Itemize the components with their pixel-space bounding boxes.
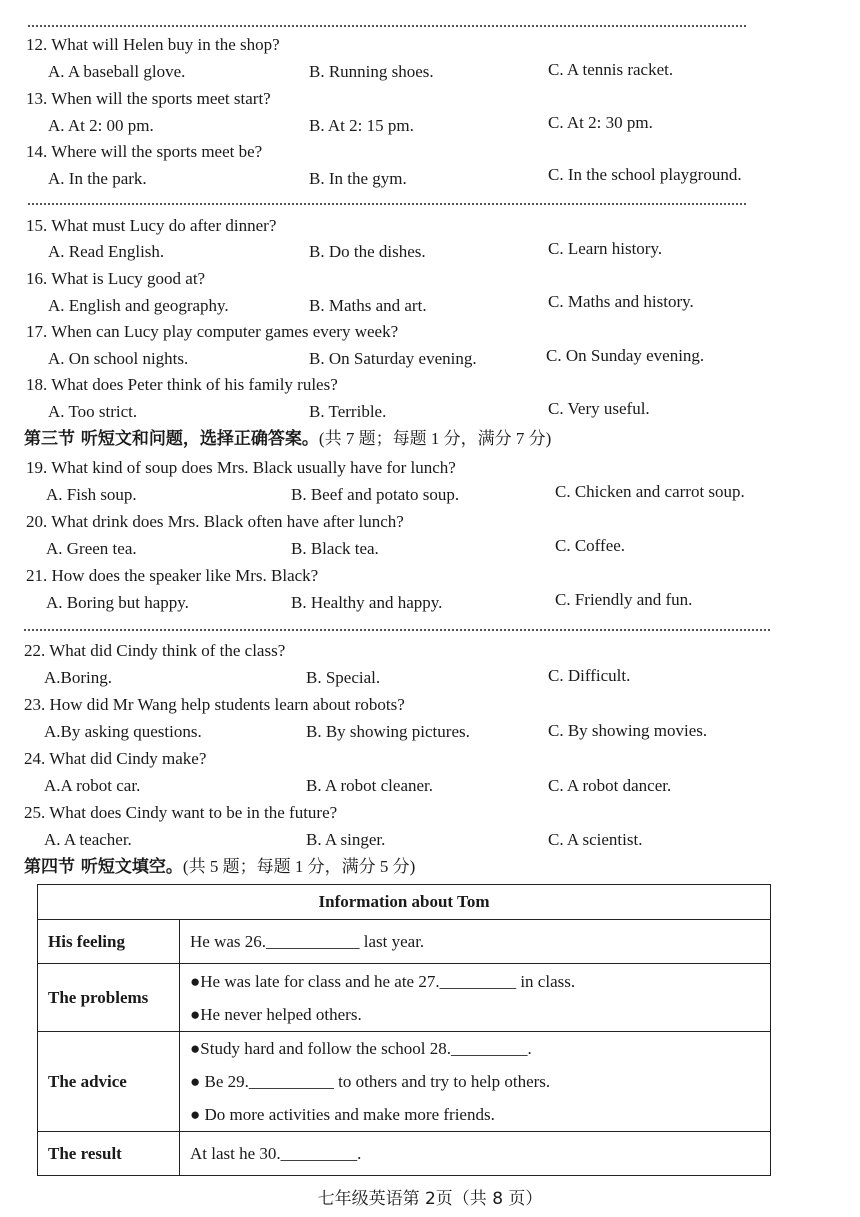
q22-option-a: A.Boring. [44,668,112,687]
question-17: 17. When can Lucy play computer games every week? [26,322,399,341]
section-3-title: 第三节 听短文和问题，选择正确答案。 [24,429,319,449]
section-4-heading [24,856,415,878]
question-12: 12. What will Helen buy in the shop? [26,35,280,54]
q16-option-b: B. Maths and art. [309,296,427,315]
row-content [180,1132,771,1176]
q17-option-a: A. On school nights. [48,349,189,368]
table-row [38,1132,771,1176]
table-header-row [38,885,771,920]
q16-option-c: C. Maths and history. [548,292,694,311]
q24-option-b: B. A robot cleaner. [306,776,434,795]
q17-option-c: C. On Sunday evening. [546,346,705,365]
row-content [180,964,771,1032]
q22-option-c: C. Difficult. [548,666,631,685]
q12-option-c: C. A tennis racket. [548,60,674,79]
question-25: 25. What does Cindy want to be in the future? [24,803,338,822]
table-header: Information about Tom [38,885,771,920]
q24-option-c: C. A robot dancer. [548,776,672,795]
q22-option-b: B. Special. [306,668,381,687]
q13-option-c: C. At 2: 30 pm. [548,113,653,132]
section-3-detail: (共 7 题；每题 1 分，满分 7 分) [318,429,552,448]
blank-29-line: ● Be 29.__________ to others and try to help others. [190,1072,551,1091]
q23-option-c: C. By showing movies. [548,721,708,740]
blank-27-line: ●He was late for class and he ate 27._________ in class. [190,971,576,991]
blank-28-line: ●Study hard and follow the school 28._________. [190,1039,532,1058]
q12-option-a: A. A baseball glove. [48,62,186,81]
q25-option-a: A. A teacher. [44,830,132,849]
section-3-heading [24,428,551,450]
q19-option-b: B. Beef and potato soup. [291,485,460,504]
q23-option-b: B. By showing pictures. [306,722,470,741]
question-22: 22. What did Cindy think of the class? [24,641,286,660]
problem-line: ●He never helped others. [190,1004,362,1024]
q18-option-a: A. Too strict. [48,402,138,421]
table-row [38,964,771,1032]
blank-26-line: He was 26.___________ last year. [190,932,425,951]
q18-option-b: B. Terrible. [309,402,387,421]
question-23: 23. How did Mr Wang help students learn about robots? [24,695,405,714]
row-label: The problems [38,964,180,1032]
q21-option-c: C. Friendly and fun. [555,590,693,609]
row-content [180,920,771,964]
dotted-divider [28,25,746,27]
q15-option-a: A. Read English. [48,242,165,261]
q21-option-b: B. Healthy and happy. [291,593,443,612]
q25-option-c: C. A scientist. [548,830,643,849]
q24-option-a: A.A robot car. [44,776,141,795]
table-row [38,920,771,964]
q13-option-a: A. At 2: 00 pm. [48,116,154,135]
question-16: 16. What is Lucy good at? [26,269,206,288]
advice-line: ● Do more activities and make more friends. [190,1105,495,1124]
q23-option-a: A.By asking questions. [44,722,202,741]
question-15: 15. What must Lucy do after dinner? [26,216,277,235]
q16-option-a: A. English and geography. [48,296,229,315]
question-20: 20. What drink does Mrs. Black often have after lunch? [26,512,404,531]
row-label: The result [38,1132,180,1176]
q14-option-a: A. In the park. [48,169,147,188]
dotted-divider [28,203,746,205]
question-21: 21. How does the speaker like Mrs. Black? [26,566,319,585]
info-table [37,884,771,1176]
q20-option-a: A. Green tea. [46,539,137,558]
q21-option-a: A. Boring but happy. [46,593,189,612]
q25-option-b: B. A singer. [306,830,386,849]
q19-option-a: A. Fish soup. [46,485,137,504]
q20-option-c: C. Coffee. [555,536,626,555]
question-14: 14. Where will the sports meet be? [26,142,263,161]
q17-option-b: B. On Saturday evening. [309,349,477,368]
q19-option-c: C. Chicken and carrot soup. [555,482,745,501]
blank-30-line: At last he 30._________. [190,1144,362,1163]
row-label: His feeling [38,920,180,964]
table-row [38,1032,771,1132]
section-4-detail: (共 5 题；每题 1 分，满分 5 分) [182,857,416,876]
q18-option-c: C. Very useful. [548,399,650,418]
q20-option-b: B. Black tea. [291,539,379,558]
question-24: 24. What did Cindy make? [24,749,207,768]
q13-option-b: B. At 2: 15 pm. [309,116,414,135]
q12-option-b: B. Running shoes. [309,62,434,81]
section-4-title: 第四节 听短文填空。 [24,857,183,877]
q14-option-c: C. In the school playground. [548,165,742,184]
page-footer: 七年级英语第 2页（共 8 页） [317,1189,543,1209]
question-19: 19. What kind of soup does Mrs. Black usually have for lunch? [26,458,456,477]
dotted-divider [24,629,770,631]
row-label: The advice [38,1032,180,1132]
question-18: 18. What does Peter think of his family rules? [26,375,338,394]
question-13: 13. When will the sports meet start? [26,89,271,108]
row-content [180,1032,771,1132]
q15-option-b: B. Do the dishes. [309,242,426,261]
q14-option-b: B. In the gym. [309,169,407,188]
q15-option-c: C. Learn history. [548,239,663,258]
